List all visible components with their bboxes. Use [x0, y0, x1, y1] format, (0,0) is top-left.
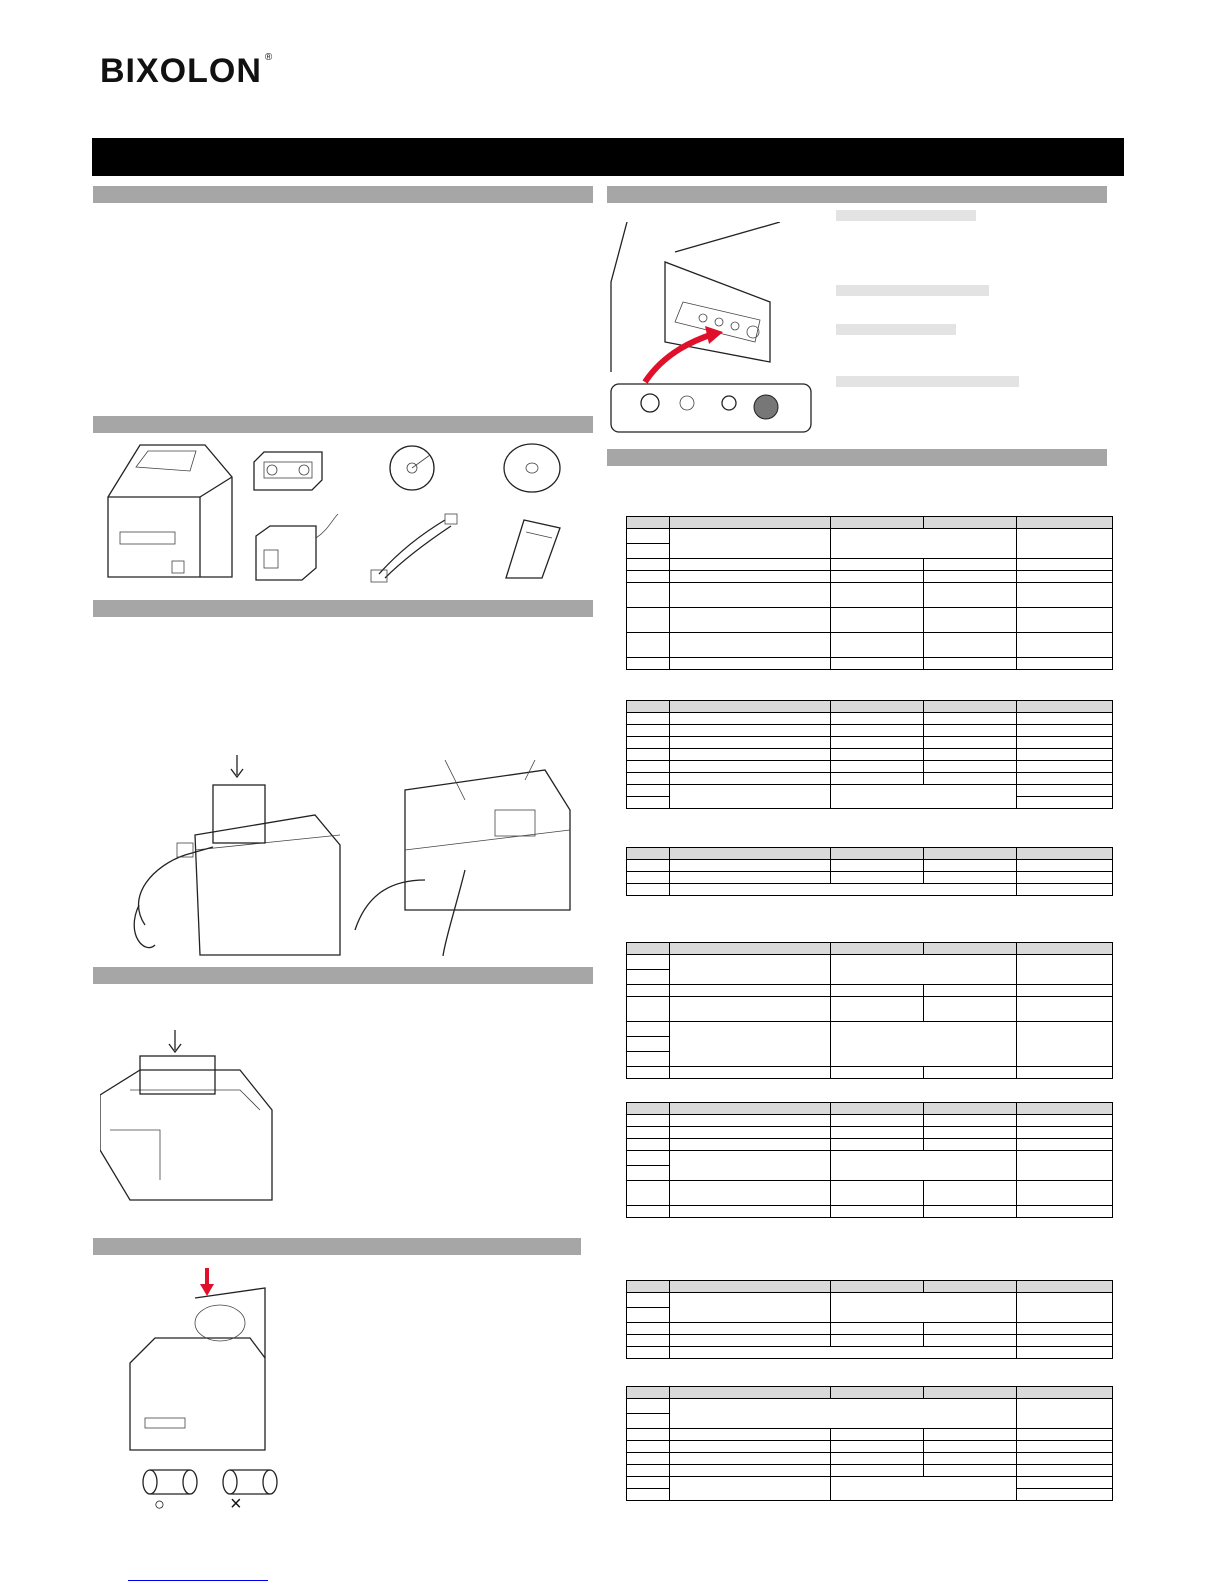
cd-illustration: [500, 440, 564, 494]
highlight-power-led: [836, 210, 976, 221]
power-connection-illustration: [115, 755, 345, 965]
dip-switch-table-5: [626, 1102, 1113, 1218]
power-cord-illustration: [365, 508, 465, 588]
dip-switch-table-6: [626, 1280, 1113, 1359]
highlight-feed-button: [836, 376, 1019, 387]
dip-switch-table-4: [626, 942, 1113, 1079]
section-bar-control-panel: [607, 186, 1107, 203]
footer-link-underline: [128, 1580, 268, 1581]
dip-switch-table-1: [626, 516, 1113, 670]
paper-installation-illustration: [125, 1268, 270, 1456]
registered-mark: ®: [264, 52, 274, 63]
printer-illustration: [100, 437, 240, 585]
section-bar-contents: [93, 186, 593, 203]
brand-logo: [100, 52, 273, 91]
paper-roll-illustration: [385, 443, 439, 493]
section-bar-unpacking: [93, 416, 593, 433]
section-bar-ribbon-installation: [93, 967, 593, 984]
manual-illustration: [502, 518, 564, 580]
brand-name: BIXOLON: [100, 52, 262, 90]
highlight-error-led: [836, 285, 989, 296]
highlight-paper-led: [836, 324, 956, 335]
dip-switch-table-2: [626, 700, 1113, 809]
title-bar: [92, 138, 1124, 176]
mark-incorrect: ×: [230, 1493, 242, 1515]
section-bar-connecting-cables: [93, 600, 593, 617]
interface-connection-illustration: [345, 760, 575, 960]
mark-correct: ○: [154, 1494, 165, 1514]
power-adapter-illustration: [252, 510, 342, 584]
ribbon-installation-illustration: [100, 1030, 275, 1202]
control-panel-illustration: [605, 222, 815, 434]
section-bar-dip-switch: [607, 449, 1107, 466]
dip-switch-table-7: [626, 1386, 1113, 1501]
ribbon-cassette-illustration: [250, 448, 328, 496]
section-bar-paper-installation: [93, 1238, 581, 1255]
dip-switch-table-3: [626, 847, 1113, 896]
